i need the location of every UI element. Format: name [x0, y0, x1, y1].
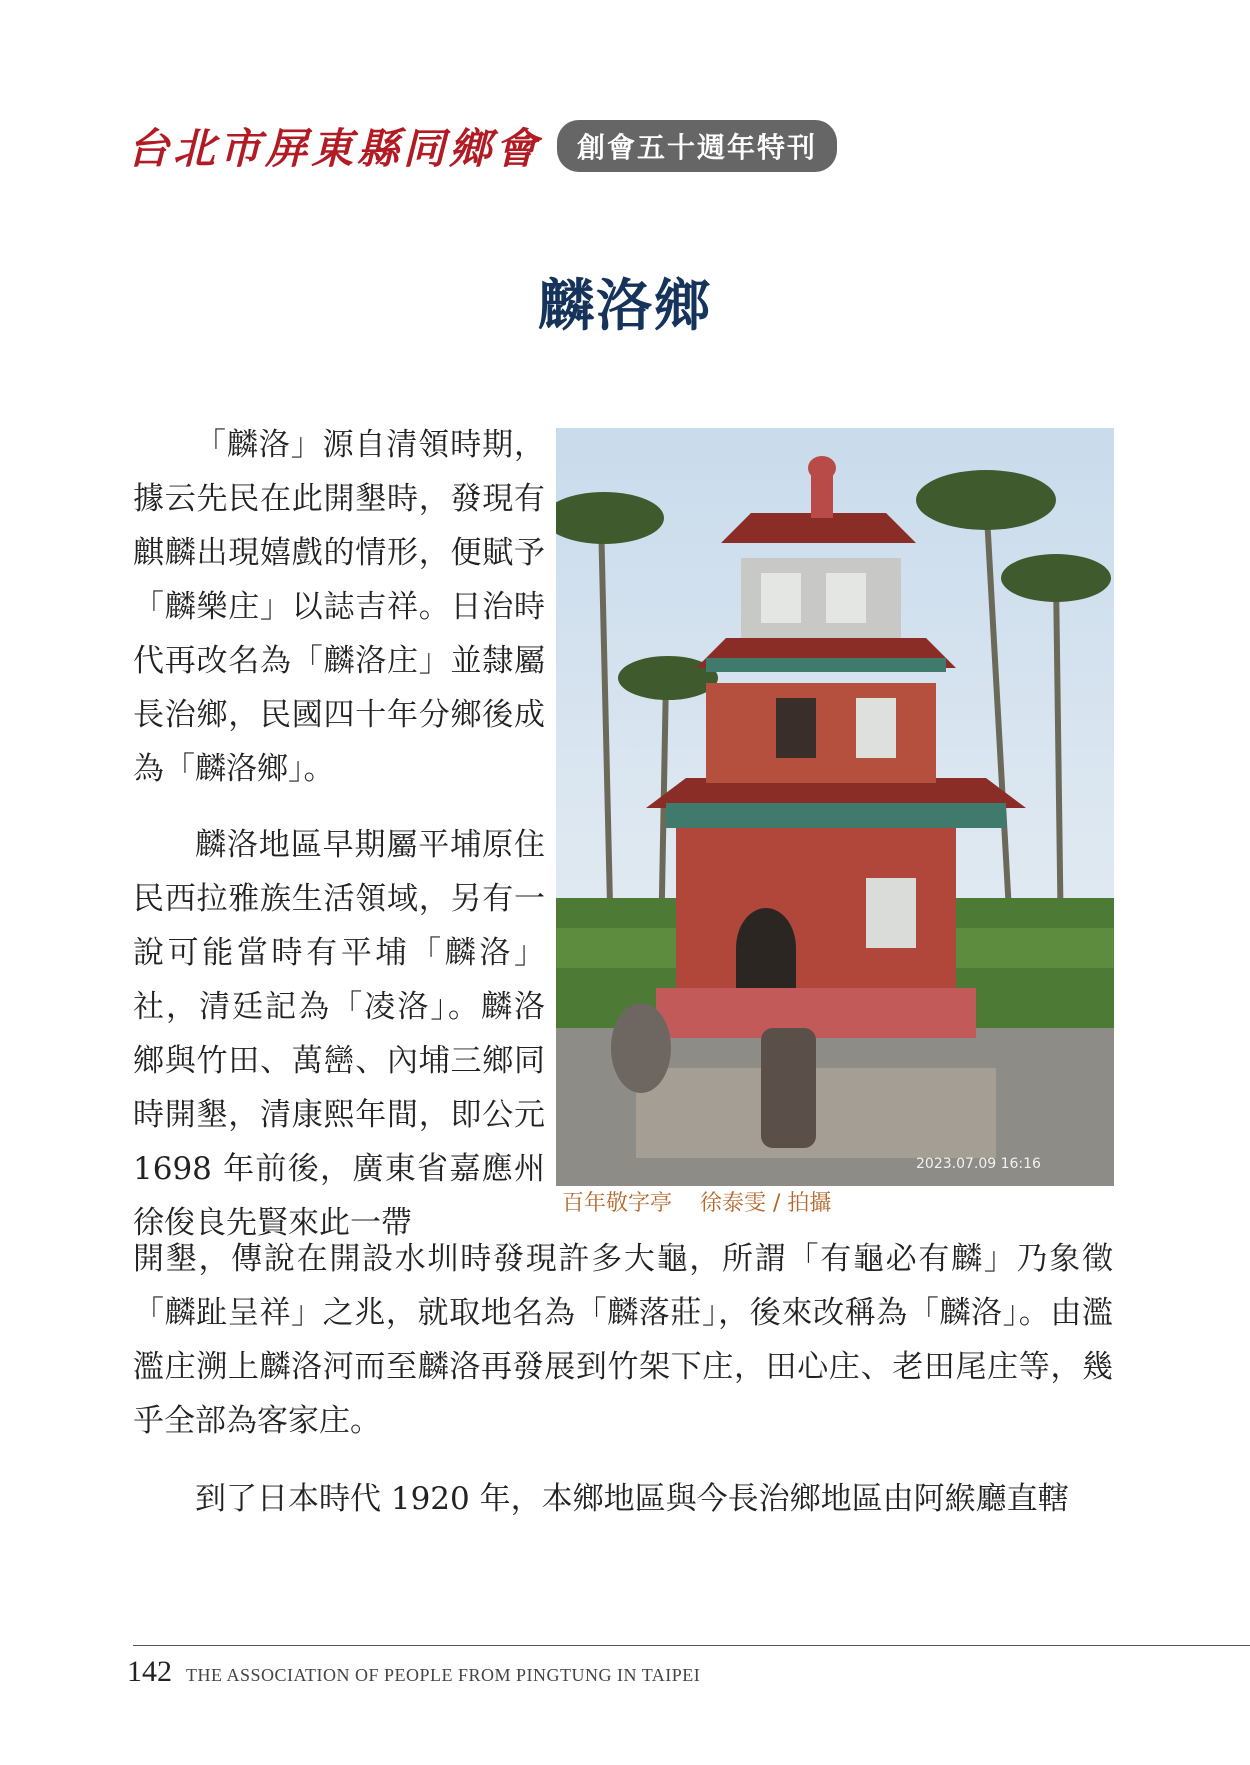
column-text [133, 418, 545, 1250]
paragraph: 到了日本時代 1920 年，本鄉地區與今長治鄉地區由阿緱廳直轄 [195, 1481, 1069, 1517]
footer-title: THE ASSOCIATION OF PEOPLE FROM PINGTUNG IN TAIPEI [186, 1665, 701, 1685]
page-footer [127, 1655, 700, 1689]
paragraph: 開墾，傳說在開設水圳時發現許多大龜，所謂「有龜必有麟」乃象徵「麟趾呈祥」之兆，就取地名為「麟落莊」，後來改稱為「麟洛」。由濫濫庄溯上麟洛河而至麟洛再發展到竹架下庄，田心庄、老田尾庄等，幾乎全部為客家庄。 [133, 1241, 1113, 1439]
running-header [127, 118, 837, 174]
photo-caption [562, 1186, 831, 1217]
photo-timestamp: 2023.07.09 16:16 [916, 1156, 1041, 1172]
caption-subject: 百年敬字亭 [562, 1191, 673, 1216]
association-name: 台北市屏東縣同鄉會 [127, 124, 542, 173]
pagoda-photo [556, 428, 1114, 1186]
full-width-text [133, 1232, 1113, 1526]
page-number: 142 [127, 1655, 172, 1688]
special-issue-badge: 創會五十週年特刊 [557, 120, 837, 172]
pagoda-illustration [556, 428, 1114, 1186]
caption-credit: 徐泰雯 / 拍攝 [700, 1191, 832, 1216]
paragraph: 「麟洛」源自清領時期，據云先民在此開墾時，發現有麒麟出現嬉戲的情形，便賦予「麟樂庄」以誌吉祥。日治時代再改名為「麟洛庄」並隸屬長治鄉，民國四十年分鄉後成為「麟洛鄉」。 [133, 427, 545, 787]
page-title: 麟洛鄉 [538, 274, 712, 339]
paragraph: 麟洛地區早期屬平埔原住民西拉雅族生活領域，另有一說可能當時有平埔「麟洛」社，清廷記為「凌洛」。麟洛鄉與竹田、萬巒、內埔三鄉同時開墾，清康熙年間，即公元 1698 年前後，廣東省嘉應州徐俊良先賢來此一帶 [133, 827, 545, 1241]
footer-divider [133, 1645, 1250, 1646]
